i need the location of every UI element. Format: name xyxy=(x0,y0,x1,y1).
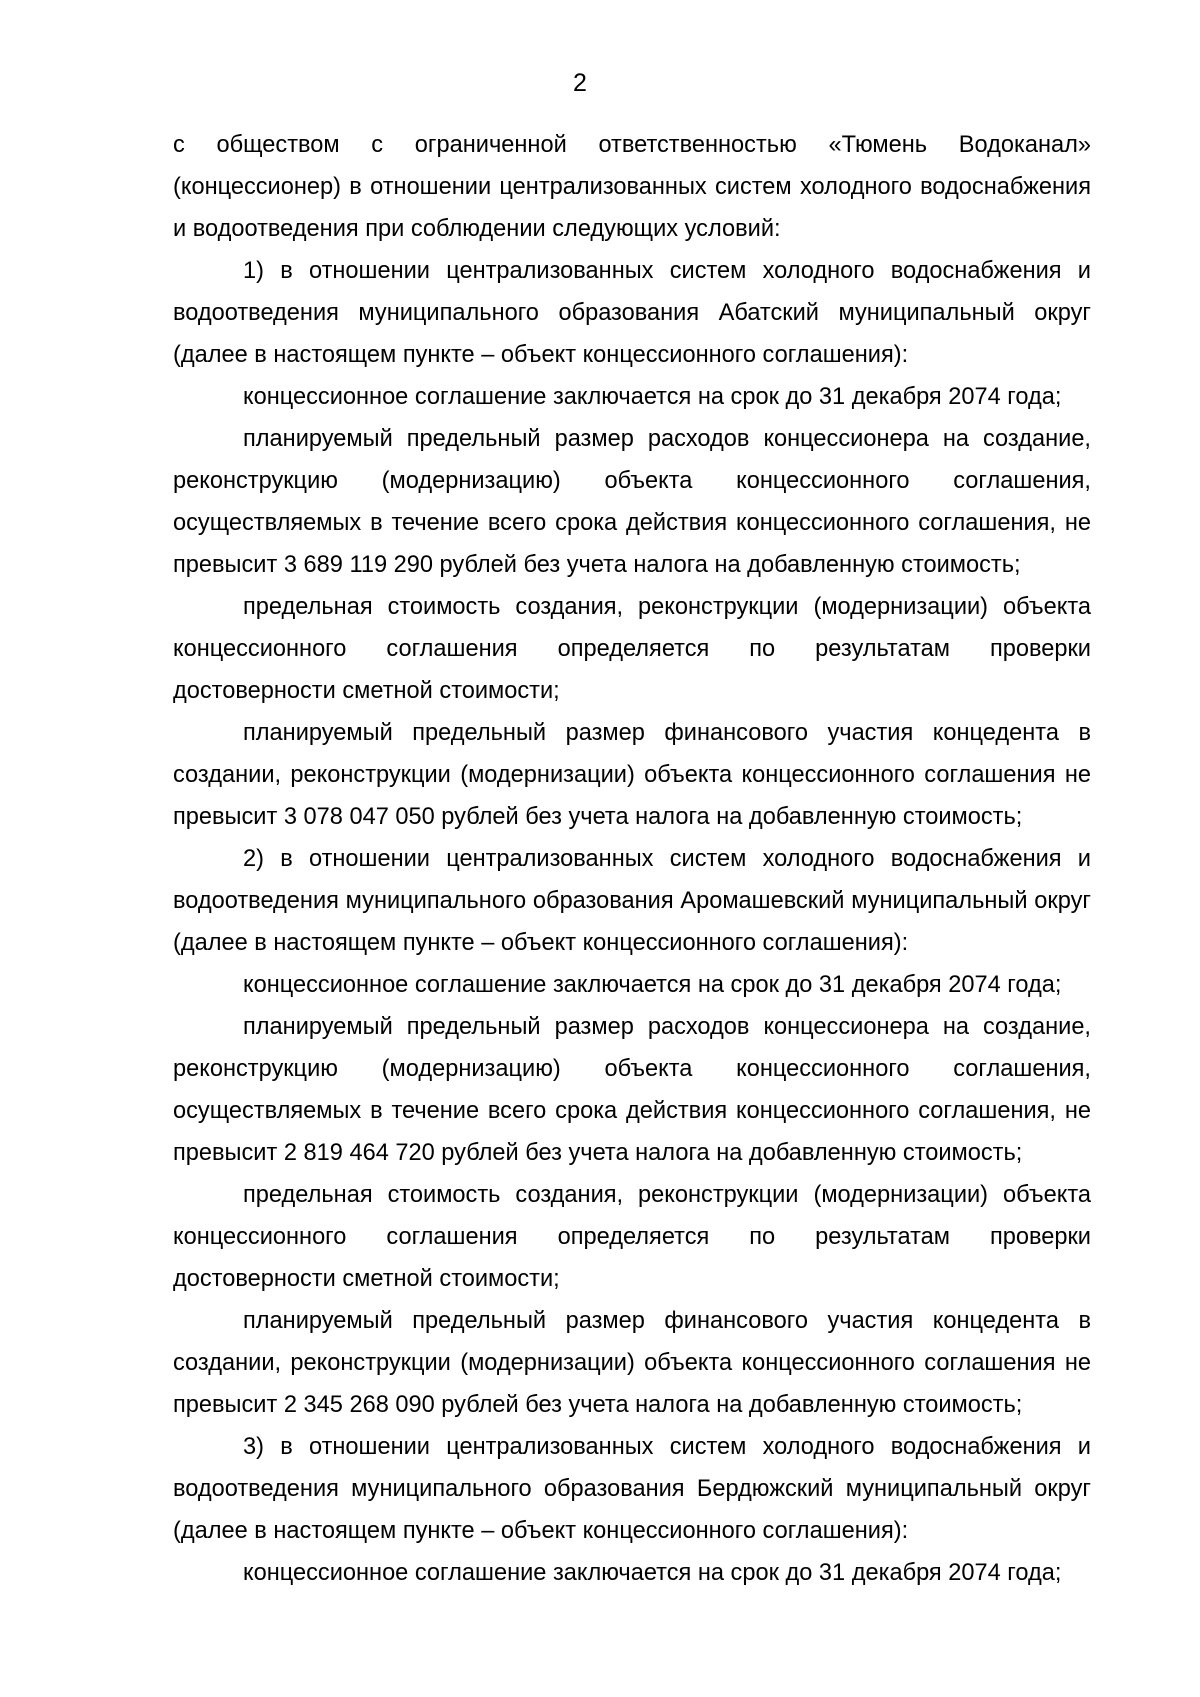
document-body xyxy=(173,124,1091,1594)
paragraph: планируемый предельный размер расходов концессионера на создание, реконструкцию (модернизацию) объекта концессионного соглашения, осуществляемых в течение всего срока действия концессионного соглашения, не превысит 3 689 119 290 рублей без учета налога на добавленную стоимость; xyxy=(173,426,1091,578)
paragraph: предельная стоимость создания, реконструкции (модернизации) объекта концессионного соглашения определяется по результатам проверки достоверности сметной стоимости; xyxy=(173,594,1091,704)
paragraph: 3) в отношении централизованных систем холодного водоснабжения и водоотведения муниципального образования Бердюжский муниципальный округ (далее в настоящем пункте – объект концессионного соглашения): xyxy=(173,1434,1091,1544)
paragraph: 1) в отношении централизованных систем холодного водоснабжения и водоотведения муниципального образования Абатский муниципальный округ (далее в настоящем пункте – объект концессионного соглашения): xyxy=(173,258,1091,368)
paragraph: концессионное соглашение заключается на срок до 31 декабря 2074 года; xyxy=(243,1560,1062,1586)
paragraph: концессионное соглашение заключается на срок до 31 декабря 2074 года; xyxy=(243,384,1062,410)
paragraph: планируемый предельный размер финансового участия концедента в создании, реконструкции (модернизации) объекта концессионного соглашения не превысит 3 078 047 050 рублей без учета налога на добавленную стоимость; xyxy=(173,720,1091,830)
paragraph: 2) в отношении централизованных систем холодного водоснабжения и водоотведения муниципального образования Аромашевский муниципальный округ (далее в настоящем пункте – объект концессионного соглашения): xyxy=(173,846,1091,956)
paragraph: с обществом с ограниченной ответственностью «Тюмень Водоканал» (концессионер) в отношении централизованных систем холодного водоснабжения и водоотведения при соблюдении следующих условий: xyxy=(173,132,1091,242)
paragraph: предельная стоимость создания, реконструкции (модернизации) объекта концессионного соглашения определяется по результатам проверки достоверности сметной стоимости; xyxy=(173,1182,1091,1292)
paragraph: концессионное соглашение заключается на срок до 31 декабря 2074 года; xyxy=(243,972,1062,998)
paragraph: планируемый предельный размер расходов концессионера на создание, реконструкцию (модернизацию) объекта концессионного соглашения, осуществляемых в течение всего срока действия концессионного соглашения, не превысит 2 819 464 720 рублей без учета налога на добавленную стоимость; xyxy=(173,1014,1091,1166)
paragraph: планируемый предельный размер финансового участия концедента в создании, реконструкции (модернизации) объекта концессионного соглашения не превысит 2 345 268 090 рублей без учета налога на добавленную стоимость; xyxy=(173,1308,1091,1418)
page-number: 2 xyxy=(573,69,587,97)
